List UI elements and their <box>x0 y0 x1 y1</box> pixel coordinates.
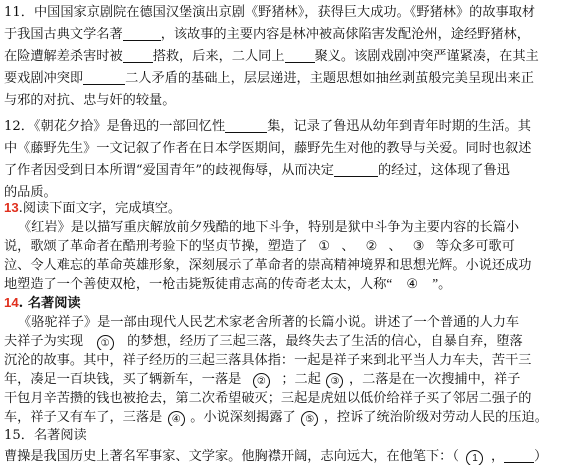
q14-blank-1[interactable]: ① <box>83 331 127 350</box>
q12-line-1: 12．《朝花夕拾》是鲁迅的一部回忆性 集，记录了鲁迅从幼年到青年时期的生活。其 <box>4 116 568 138</box>
q15-blank-2[interactable] <box>504 446 534 463</box>
q13-line-2: 说，歌颂了革命者在酷刑考验下的坚贞节操，塑造了 ① 、 ② 、 ③ 等众多可歌可 <box>4 236 568 255</box>
q14-blank-3[interactable]: ③ <box>321 369 349 388</box>
q13-blank-3[interactable]: ③ <box>402 236 436 255</box>
q14-blank-2[interactable]: ② <box>241 369 281 388</box>
q13-line-1: 《红岩》是以描写重庆解放前夕残酷的地下斗争，特别是狱中斗争为主要内容的长篇小 <box>18 219 520 234</box>
q12-line-2: 中《藤野先生》一文记叙了作者在日本学医期间，藤野先生对他的教导与关爱。同时也叙述 <box>4 141 532 156</box>
q14-heading: 14. 名著阅读 <box>4 295 81 311</box>
q12-line-4: 的品质。 <box>4 185 57 200</box>
q13-blank-4[interactable]: ④ <box>392 274 432 293</box>
q11-line-3: 在险遭解差杀害时被 搭救，后来，二人同上 聚义。该剧戏剧冲突严谨紧凑，在其主 <box>4 46 568 68</box>
q12-blank-2[interactable] <box>334 160 378 177</box>
q11-blank-1[interactable] <box>123 24 161 41</box>
q15-line-1: 曹操是我国历史上著名军事家、文学家。他胸襟开阔，志向远大，在他笔下：（ 1 ， ） <box>4 446 568 465</box>
q11-line-1: 11．中国国家京剧院在德国汉堡演出京剧《野猪林》，获得巨大成功。《野猪林》的故事取材 <box>4 5 536 20</box>
q14-blank-4[interactable]: ④ <box>162 407 190 426</box>
q12-line-3: 了作者因受到日本所谓“爱国青年”的歧视侮辱，从而决定 的经过，这体现了鲁迅 <box>4 160 568 182</box>
q11-blank-4[interactable] <box>83 68 125 85</box>
q14-line-5: 干包月辛苦攒的钱也被抢去，第二次希望破灭；三起是虎妞以低价给祥子买了邻居二强子的 <box>4 390 532 405</box>
q11-line-4: 要戏剧冲突即 二人矛盾的基础上，层层递进，主题思想如抽丝剥茧般完美呈现出来正 <box>4 68 568 90</box>
q14-line-1: 《骆驼祥子》是一部由现代人民艺术家老舍所著的长篇小说。讲述了一个普通的人力车 <box>18 314 520 329</box>
q13-line-3: 泣、令人难忘的革命英雄形象，深刻展示了革命者的崇高精神境界和思想光辉。小说还成功 <box>4 257 532 272</box>
q15-heading: 15．名著阅读 <box>4 428 87 443</box>
q14-line-6: 车，祥子又有车了，三落是 ④ 。小说深刻揭露了 ⑤ ，控诉了统治阶级对劳动人民的压迫。 <box>4 407 568 426</box>
q13-blank-2[interactable]: ② <box>355 236 389 255</box>
q11-line-5: 与邪的对抗、忠与奸的较量。 <box>4 93 176 108</box>
q14-number: 14 <box>4 295 19 310</box>
q14-blank-5[interactable]: ⑤ <box>296 407 324 426</box>
q13-heading: 13.阅读下面文字，完成填空。 <box>4 200 182 216</box>
q13-number: 13 <box>4 200 19 215</box>
q14-line-3: 沉沦的故事。其中，祥子经历的三起三落具体指：一起是祥子来到北平当人力车夫，苦干三 <box>4 352 532 367</box>
q15-blank-1[interactable]: 1 <box>459 446 491 465</box>
q11-line-2: 于我国古典文学名著 ，该故事的主要内容是林冲被高俅陷害发配沧州，途经野猪林， <box>4 24 568 46</box>
q13-line-4: 地塑造了一个善使双枪，一枪击毙叛徒甫志高的传奇老太太，人称“ ④ ”。 <box>4 274 568 293</box>
q14-line-2: 夫祥子为实现 ① 的梦想，经历了三起三落，最终失去了生活的信心，自暴自弃，堕落 <box>4 331 568 350</box>
q11-blank-2[interactable] <box>123 46 153 63</box>
q13-blank-1[interactable]: ① <box>307 236 341 255</box>
q14-line-4: 年，凑足一百块钱，买了辆新车，一落是 ② ；二起 ③ ，二落是在一次搜捕中，祥子 <box>4 369 568 388</box>
q12-blank-1[interactable] <box>225 116 267 133</box>
q11-blank-3[interactable] <box>285 46 315 63</box>
